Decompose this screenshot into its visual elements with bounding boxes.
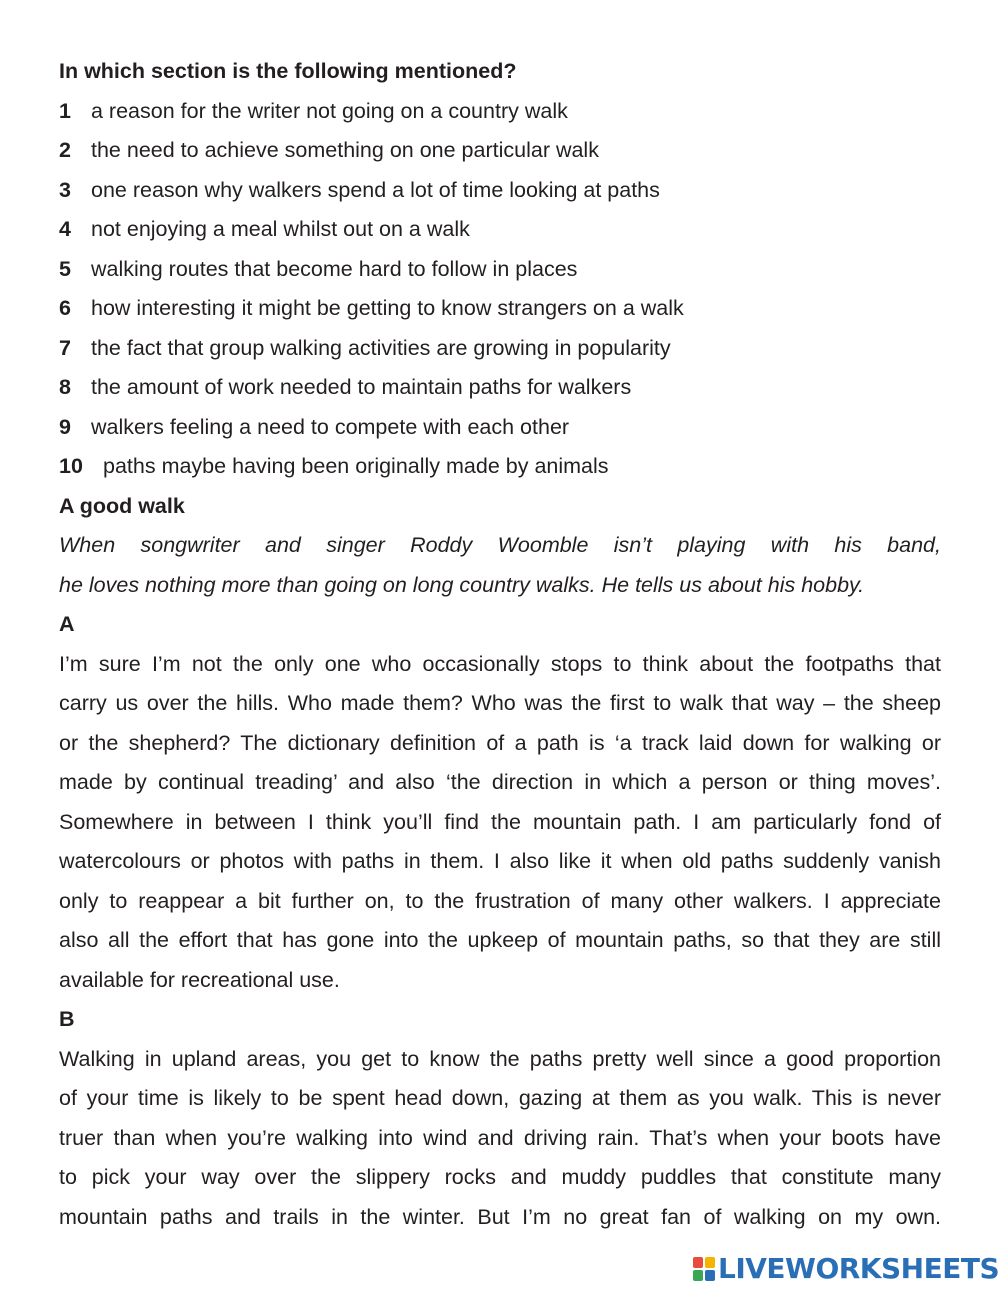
question-item bbox=[59, 92, 941, 132]
question-number: 6 bbox=[59, 296, 71, 320]
question-text: one reason why walkers spend a lot of time looking at paths bbox=[91, 177, 660, 202]
section-b bbox=[59, 1000, 941, 1237]
question-text: the need to achieve something on one particular walk bbox=[91, 138, 599, 162]
article-intro bbox=[59, 526, 941, 605]
paragraph-line: available for recreational use. bbox=[59, 967, 340, 992]
paragraph-line: to pick your way over the slippery rocks and muddy puddles that constitute many bbox=[59, 1165, 941, 1189]
question-number: 1 bbox=[59, 98, 71, 123]
paragraph-line: only to reappear a bit further on, to the frustration of many other walkers. I appreciate bbox=[59, 888, 941, 913]
paragraph-line: watercolours or photos with paths in them. I also like it when old paths suddenly vanish bbox=[59, 849, 941, 873]
intro-line: he loves nothing more than going on long country walks. He tells us about his hobby. bbox=[59, 572, 865, 597]
question-item bbox=[59, 329, 941, 369]
question-text: the amount of work needed to maintain paths for walkers bbox=[91, 375, 632, 399]
paragraph-line: also all the effort that has gone into the upkeep of mountain paths, so that they are still bbox=[59, 928, 941, 952]
paragraph-line: truer than when you’re walking into wind and driving rain. That’s when your boots have bbox=[59, 1125, 941, 1150]
section-a bbox=[59, 605, 941, 1000]
logo-tile bbox=[705, 1257, 715, 1268]
question-text: the fact that group walking activities are growing in popularity bbox=[91, 335, 671, 360]
question-item bbox=[59, 408, 941, 448]
liveworksheets-logo bbox=[693, 1254, 999, 1284]
paragraph-line: carry us over the hills. Who made them? Who was the first to walk that way – the sheep bbox=[59, 691, 941, 715]
question-text: not enjoying a meal whilst out on a walk bbox=[91, 217, 470, 241]
paragraph-line: Walking in upland areas, you get to know the paths pretty well since a good proportion bbox=[59, 1046, 941, 1071]
question-item bbox=[59, 289, 941, 329]
question-text: walking routes that become hard to follow in places bbox=[91, 256, 578, 281]
question-number: 8 bbox=[59, 375, 71, 399]
question-item bbox=[59, 131, 941, 171]
question-number: 2 bbox=[59, 138, 71, 162]
section-letter: B bbox=[59, 1007, 75, 1031]
question-text: walkers feeling a need to compete with each other bbox=[91, 414, 570, 439]
article-title: A good walk bbox=[59, 493, 185, 518]
question-list bbox=[59, 92, 941, 487]
question-number: 10 bbox=[59, 454, 83, 478]
question-text: how interesting it might be getting to know strangers on a walk bbox=[91, 296, 684, 320]
questions-heading: In which section is the following mentioned? bbox=[59, 59, 517, 83]
question-text: a reason for the writer not going on a country walk bbox=[91, 98, 568, 123]
paragraph-line: of your time is likely to be spent head down, gazing at them as you walk. This is never bbox=[59, 1086, 941, 1110]
paragraph-line: Somewhere in between I think you’ll find the mountain path. I am particularly fond of bbox=[59, 809, 941, 834]
question-item bbox=[59, 368, 941, 408]
question-item bbox=[59, 447, 941, 487]
worksheet-page bbox=[59, 52, 941, 1237]
logo-wordmark: LIVEWORKSHEETS bbox=[718, 1252, 1000, 1285]
question-item bbox=[59, 171, 941, 211]
section-letter: A bbox=[59, 612, 75, 636]
question-number: 4 bbox=[59, 217, 71, 241]
logo-tile bbox=[693, 1257, 703, 1268]
question-text: paths maybe having been originally made by animals bbox=[103, 454, 609, 478]
question-number: 5 bbox=[59, 256, 71, 281]
question-number: 7 bbox=[59, 335, 71, 360]
question-item bbox=[59, 250, 941, 290]
paragraph-line: or the shepherd? The dictionary definition of a path is ‘a track laid down for walking or bbox=[59, 730, 941, 755]
paragraph-line: made by continual treading’ and also ‘the direction in which a person or thing moves’. bbox=[59, 770, 941, 794]
question-item bbox=[59, 210, 941, 250]
paragraph-line: mountain paths and trails in the winter. But I’m no great fan of walking on my own. bbox=[59, 1204, 941, 1229]
logo-tiles-icon bbox=[693, 1257, 715, 1281]
question-number: 9 bbox=[59, 414, 71, 439]
logo-tile bbox=[693, 1270, 703, 1281]
logo-tile bbox=[705, 1270, 715, 1281]
question-number: 3 bbox=[59, 177, 71, 202]
intro-line: When songwriter and singer Roddy Woomble isn’t playing with his band, bbox=[59, 533, 941, 557]
paragraph-line: I’m sure I’m not the only one who occasionally stops to think about the footpaths that bbox=[59, 651, 941, 676]
